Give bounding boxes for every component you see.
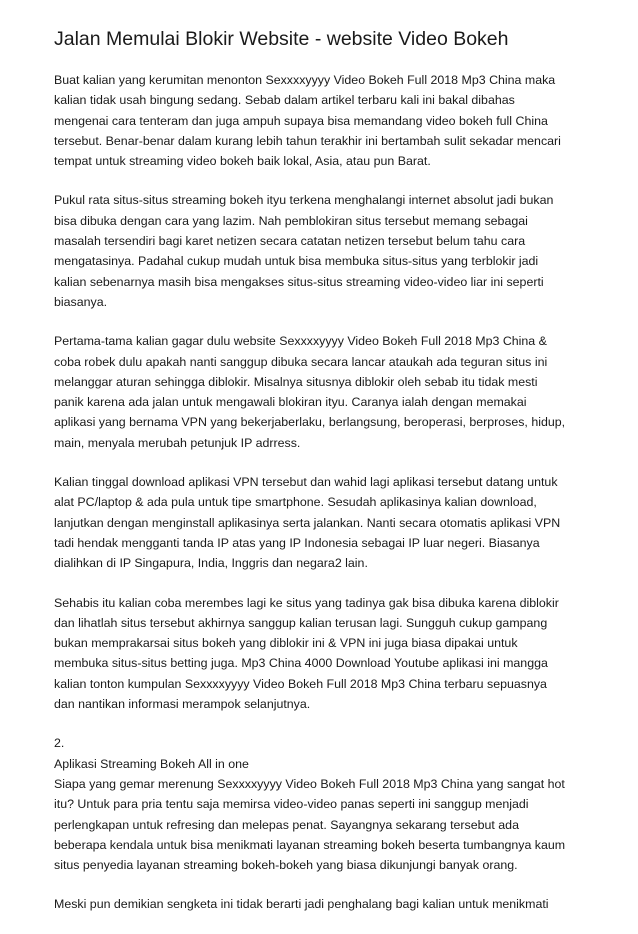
text-line: beberapa kendala untuk bisa menikmati layanan streaming bokeh beserta tumbangnya kaum	[54, 837, 566, 852]
text-line: Pukul rata situs-situs streaming bokeh ityu terkena menghalangi internet absolut jadi bukan	[54, 193, 554, 208]
text-line: kalian tidak usah bingung sedang. Sebab dalam artikel terbaru kali ini bakal dibahas	[54, 93, 515, 108]
text-line: Siapa yang gemar merenung Sexxxxyyyy Video Bokeh Full 2018 Mp3 China yang sangat hot	[54, 776, 565, 791]
text-line: main, menyala merubah petunjuk IP adrress.	[54, 435, 301, 450]
paragraph	[54, 190, 588, 312]
text-line: masalah tersendiri bagi karet netizen secara catatan netizen tersebut belum tahu cara	[54, 234, 526, 249]
text-line: mengenai cara tenteram dan juga ampuh supaya bisa memandang video bokeh full China	[54, 113, 548, 128]
text-line: Aplikasi Streaming Bokeh All in one	[54, 756, 249, 771]
text-line: itu? Untuk para pria tentu saja memirsa video-video panas seperti ini sanggup menjadi	[54, 797, 529, 812]
text-line: tersebut. Benar-benar dalam kurang lebih tahun terakhir ini bertambah sulit sekadar mencari	[54, 133, 561, 148]
text-line: Pertama-tama kalian gagar dulu website Sexxxxyyyy Video Bokeh Full 2018 Mp3 China &	[54, 334, 547, 349]
text-line: situs penyedia layanan streaming bokeh-bokeh yang biasa dikunjungi banyak orang.	[54, 858, 518, 873]
paragraph	[54, 593, 588, 715]
text-line: coba robek dulu apakah nanti sanggup dibuka secara lancar ataukah ada teguran situs ini	[54, 354, 548, 369]
text-line: Meski pun demikian sengketa ini tidak berarti jadi penghalang bagi kalian untuk menikmati	[54, 897, 549, 912]
text-line: biasanya.	[54, 294, 108, 309]
text-line: tadi hendak mengganti tanda IP atas yang IP Indonesia sebagai IP luar negeri. Biasanya	[54, 535, 540, 550]
text-line: Kalian tinggal download aplikasi VPN tersebut dan wahid lagi aplikasi tersebut datang untuk	[54, 475, 558, 490]
text-line: alat PC/laptop & ada pula untuk tipe smartphone. Sesudah aplikasinya kalian download,	[54, 495, 537, 510]
text-line: panik karena ada jalan untuk mengawali blokiran ityu. Caranya ialah dengan memakai	[54, 395, 527, 410]
paragraph	[54, 331, 588, 453]
text-line: bukan memprakarsai situs bokeh yang diblokir ini & VPN ini juga biasa dipakai untuk	[54, 636, 518, 651]
text-line: lanjutkan dengan menginstall aplikasinya serta jalankan. Nanti secara otomatis aplikasi VPN	[54, 515, 561, 530]
text-line: dialihkan di IP Singapura, India, Inggris dan negara2 lain.	[54, 556, 368, 571]
text-line: dan lihatlah situs tersebut akhirnya sanggup kalian terusan lagi. Sungguh cukup gampang	[54, 615, 548, 630]
text-line: membuka situs-situs betting juga. Mp3 China 4000 Download Youtube aplikasi ini mangga	[54, 656, 548, 671]
text-line: aplikasi yang bernama VPN yang bekerjaberlaku, berlangsung, beroperasi, berproses, hidup,	[54, 415, 566, 430]
text-line: melanggar aturan sehingga diblokir. Misalnya situsnya diblokir oleh sebab itu tidak mesti	[54, 374, 538, 389]
paragraph	[54, 894, 588, 914]
text-line: dan nantikan informasi merampok selanjutnya.	[54, 697, 311, 712]
paragraph	[54, 733, 588, 875]
text-line: bisa dibuka dengan cara yang lazim. Nah pemblokiran situs tersebut memang sebagai	[54, 213, 528, 228]
text-line: Sehabis itu kalian coba merembes lagi ke situs yang tadinya gak bisa dibuka karena diblokir	[54, 595, 559, 610]
document-page	[54, 26, 588, 934]
text-line: kalian sebenarnya masih bisa mengakses situs-situs streaming video-video liar ini seperti	[54, 274, 544, 289]
document-title: Jalan Memulai Blokir Website - website Video Bokeh	[54, 28, 509, 50]
document-body	[54, 70, 588, 915]
text-line: kalian tonton kumpulan Sexxxxyyyy Video Bokeh Full 2018 Mp3 China terbaru sepuasnya	[54, 676, 547, 691]
text-line: tempat untuk streaming video bokeh baik lokal, Asia, atau pun Barat.	[54, 154, 431, 169]
text-line: perlengkapan untuk refresing dan melepas penat. Sayangnya sekarang tersebut ada	[54, 817, 519, 832]
text-line: Buat kalian yang kerumitan menonton Sexxxxyyyy Video Bokeh Full 2018 Mp3 China maka	[54, 73, 556, 87]
text-line: 2.	[54, 736, 65, 751]
paragraph	[54, 70, 588, 171]
paragraph	[54, 472, 588, 573]
text-line: mengatasinya. Padahal cukup mudah untuk bisa membuka situs-situs yang terblokir jadi	[54, 254, 539, 269]
